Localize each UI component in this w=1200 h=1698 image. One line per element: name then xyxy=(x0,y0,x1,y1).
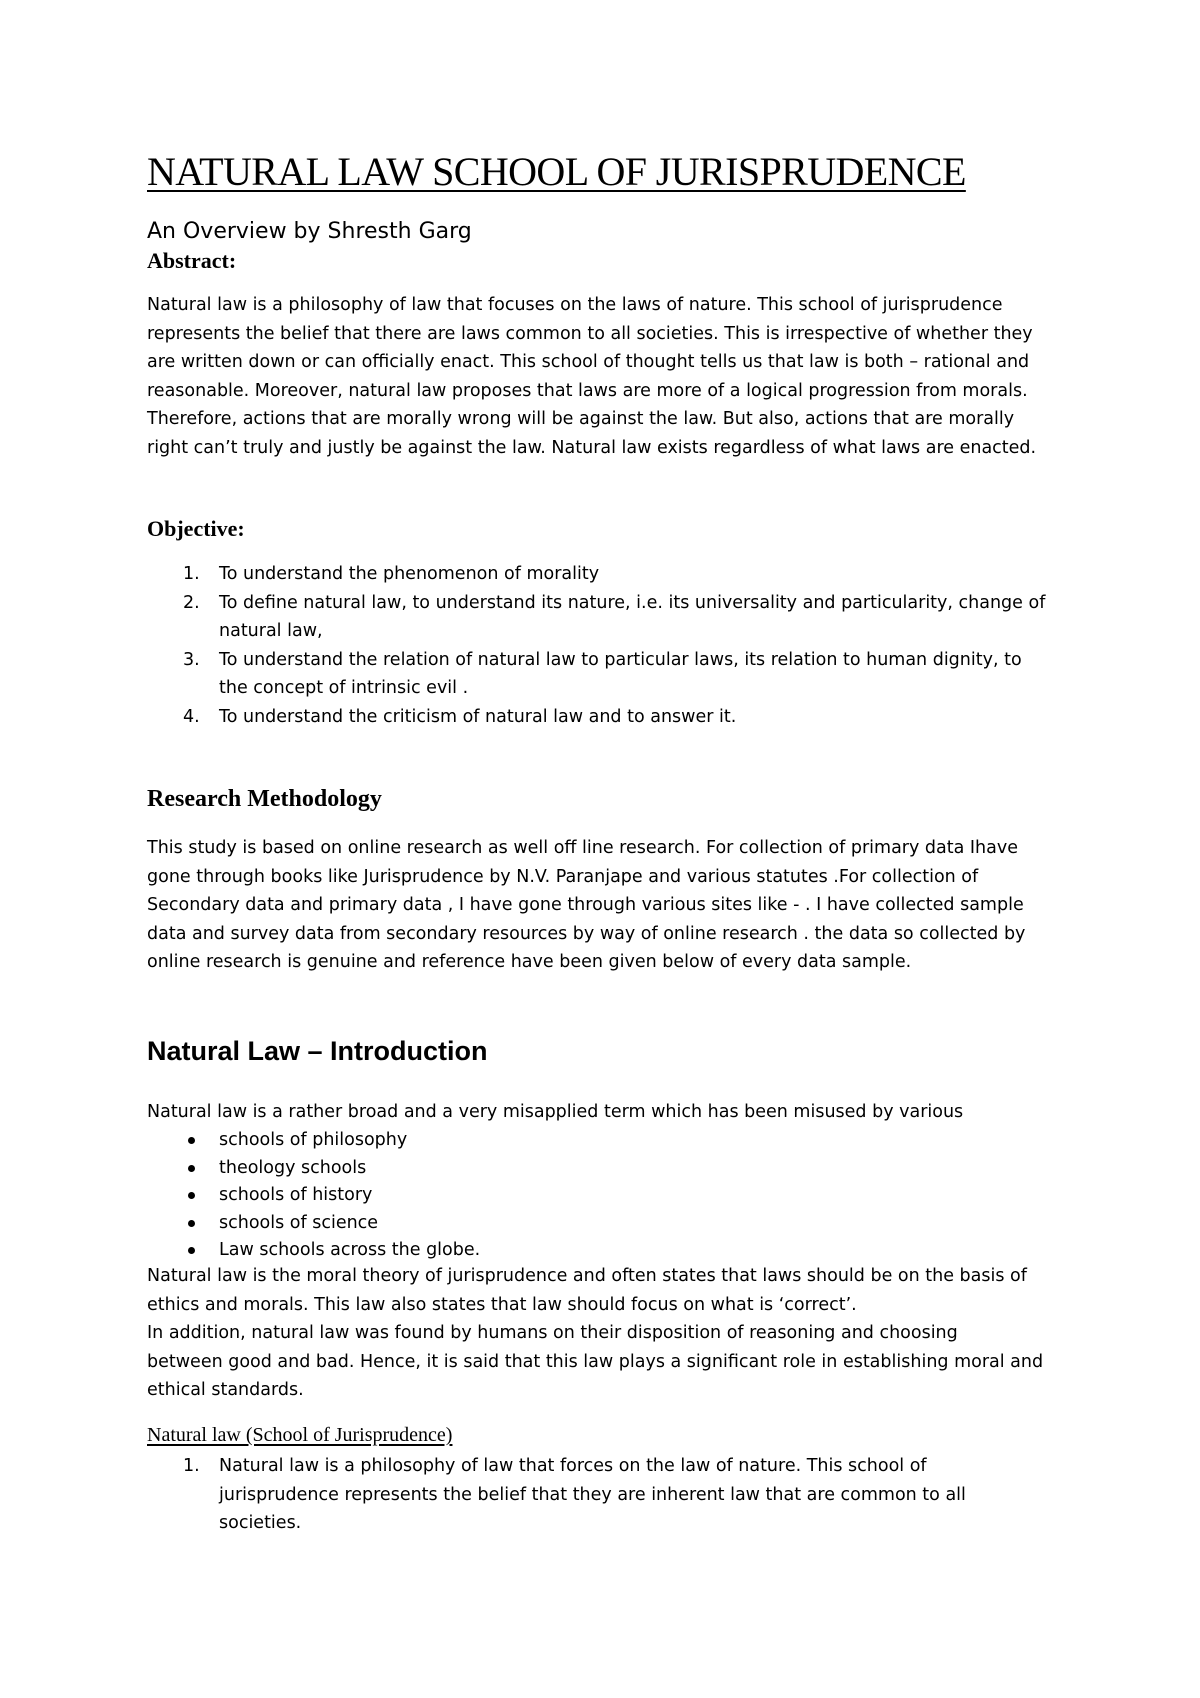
introduction-bullet-list xyxy=(147,1127,480,1265)
list-item xyxy=(147,1182,480,1210)
introduction-line: between good and bad. Hence, it is said that this law plays a significant role in establishing moral and xyxy=(147,1351,1044,1372)
school-heading: Natural law (School of Jurisprudence) xyxy=(147,1424,453,1446)
document-title: NATURAL LAW SCHOOL OF JURISPRUDENCE xyxy=(147,149,966,194)
list-item xyxy=(147,1155,480,1183)
methodology-line: gone through books like Jurisprudence by N.V. Paranjape and various statutes .For collection of xyxy=(147,866,979,887)
abstract-heading: Abstract: xyxy=(147,248,237,273)
introduction-line: In addition, natural law was found by humans on their disposition of reasoning and choosing xyxy=(147,1323,958,1343)
methodology-paragraph xyxy=(147,834,1077,977)
list-item-text: To understand the phenomenon of morality xyxy=(219,564,600,584)
list-item-text: jurisprudence represents the belief that they are inherent law that are common to all xyxy=(219,1484,966,1505)
abstract-line: Therefore, actions that are morally wrong will be against the law. But also, actions that are morally xyxy=(147,409,1015,429)
list-item xyxy=(147,1452,1077,1538)
bullet-icon xyxy=(188,1247,195,1254)
abstract-line: right can’t truly and justly be against the law. Natural law exists regardless of what laws are enacted. xyxy=(147,437,1037,458)
abstract-line: reasonable. Moreover, natural law proposes that laws are more of a logical progression from morals. xyxy=(147,380,1028,401)
methodology-line: This study is based on online research as well off line research. For collection of primary data Ihave xyxy=(147,838,1018,858)
list-number: 4. xyxy=(183,706,200,727)
abstract-line: represents the belief that there are laws common to all societies. This is irrespective of whether they xyxy=(147,323,1033,344)
list-item-text: To understand the relation of natural law to particular laws, its relation to human dignity, to xyxy=(219,649,1022,670)
methodology-line: Secondary data and primary data , I have gone through various sites like - . I have collected sample xyxy=(147,895,1024,915)
list-item-text: theology schools xyxy=(219,1157,367,1178)
list-number: 1. xyxy=(183,1456,200,1476)
list-item xyxy=(147,1210,480,1238)
list-item-text: schools of science xyxy=(219,1212,379,1233)
list-item xyxy=(147,560,1077,589)
list-item xyxy=(147,589,1077,646)
list-item-text: To define natural law, to understand its nature, i.e. its universality and particularity, change of xyxy=(219,592,1046,613)
list-item-text: schools of philosophy xyxy=(219,1130,408,1150)
list-item-text: Natural law is a philosophy of law that forces on the law of nature. This school of xyxy=(219,1456,927,1476)
methodology-heading: Research Methodology xyxy=(147,786,382,812)
list-item-text: the concept of intrinsic evil . xyxy=(219,678,469,698)
list-number: 1. xyxy=(183,564,200,584)
list-item xyxy=(147,1127,480,1155)
bullet-icon xyxy=(188,1220,195,1227)
list-item-text: schools of history xyxy=(219,1185,373,1205)
abstract-paragraph xyxy=(147,291,1077,462)
bullet-icon xyxy=(188,1192,195,1199)
introduction-lead-text: Natural law is a rather broad and a very misapplied term which has been misused by various xyxy=(147,1102,964,1122)
objective-list xyxy=(147,560,1077,731)
list-item-text: To understand the criticism of natural law and to answer it. xyxy=(219,706,737,727)
list-item-text: Law schools across the globe. xyxy=(219,1240,481,1260)
document-subtitle: An Overview by Shresth Garg xyxy=(147,219,472,244)
abstract-line: Natural law is a philosophy of law that focuses on the laws of nature. This school of jurisprudence xyxy=(147,295,1003,315)
introduction-heading: Natural Law – Introduction xyxy=(147,1036,488,1066)
list-item xyxy=(147,1237,480,1265)
introduction-paragraph xyxy=(147,1262,1077,1405)
list-item-text: natural law, xyxy=(219,621,323,641)
bullet-icon xyxy=(188,1165,195,1172)
introduction-line: ethics and morals. This law also states that law should focus on what is ‘correct’. xyxy=(147,1294,857,1315)
list-number: 2. xyxy=(183,592,200,613)
introduction-line: Natural law is the moral theory of jurisprudence and often states that laws should be on the basis of xyxy=(147,1266,1027,1286)
bullet-icon xyxy=(188,1137,195,1144)
methodology-line: online research is genuine and reference have been given below of every data sample. xyxy=(147,952,912,972)
school-list xyxy=(147,1452,1077,1538)
abstract-line: are written down or can officially enact. This school of thought tells us that law is both – rational and xyxy=(147,352,1030,372)
list-item xyxy=(147,703,1077,732)
introduction-line: ethical standards. xyxy=(147,1380,304,1400)
list-number: 3. xyxy=(183,649,200,670)
list-item xyxy=(147,646,1077,703)
introduction-lead xyxy=(147,1098,1077,1127)
methodology-line: data and survey data from secondary resources by way of online research . the data so collected by xyxy=(147,923,1026,944)
objective-heading: Objective: xyxy=(147,516,245,541)
list-item-text: societies. xyxy=(219,1513,302,1533)
